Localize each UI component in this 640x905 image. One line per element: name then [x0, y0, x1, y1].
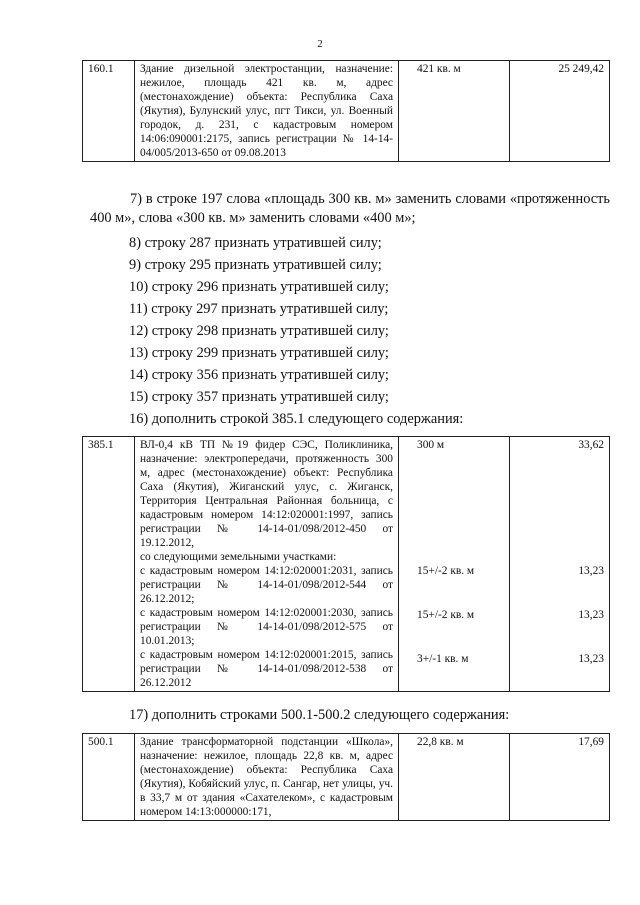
row-number: 160.1	[83, 61, 135, 162]
row-area	[399, 437, 510, 692]
sub-intro: со следующими земельными участками:	[140, 551, 337, 563]
sub-value-1: 13,23	[578, 565, 604, 577]
main-description: ВЛ-0,4 кВ ТП №19 фидер СЭС, Поликлиника, назначение: электропередачи, протяженность 300 м, адрес (местонахождение) объект: Республика Саха (Якутия), Жиганский улус, с. Жиганск, Территория Центральная Районная больница, с кадастровым номером 14:12:020001:1997, запись регистрации № 14-14-01/098/2012-450 от 19.12.2012,	[140, 439, 393, 549]
row-value: 17,69	[510, 734, 610, 821]
sub-value-2: 13,23	[578, 609, 604, 621]
main-area: 300 м	[417, 439, 445, 451]
table-row	[83, 61, 610, 162]
row-description: Здание трансформаторной подстанции «Школа», назначение: нежилое, площадь 22,8 кв. м, адрес (местонахождение) объекта: Республика Саха (Якутия), Кобяйский улус, п. Сангар, нет улицы, уч. в 33,7 м от здания «Сахателеком», с кадастровым номером 14:13:000000:171,	[135, 734, 399, 821]
sub-value-3: 13,23	[578, 653, 604, 665]
row-value: 25 249,42	[510, 61, 610, 162]
sub-description-3: с кадастровым номером 14:12:020001:2015, запись регистрации № 14-14-01/098/2012-538 от 26.12.2012	[140, 649, 393, 689]
amendment-item-13: 13) строку 299 признать утратившей силу;	[129, 345, 389, 361]
amendment-item-17: 17) дополнить строками 500.1-500.2 следующего содержания:	[129, 707, 510, 723]
amendment-item-15: 15) строку 357 признать утратившей силу;	[129, 389, 389, 405]
row-description: Здание дизельной электростанции, назначение: нежилое, площадь 421 кв. м, адрес (местонахождение) объекта: Республика Саха (Якутия), Булунский улус, пгт Тикси, ул. Военный городок, д. 231, с кадастровым номером 14:06:090001:2175, запись регистрации № 14-14-04/005/2013-650 от 09.08.2013	[135, 61, 399, 162]
table-row	[83, 734, 610, 821]
table-row-160-1	[82, 60, 610, 162]
row-description	[135, 437, 399, 692]
amendment-item-10: 10) строку 296 признать утратившей силу;	[129, 279, 389, 295]
sub-area-2: 15+/-2 кв. м	[417, 609, 475, 621]
amendment-item-14: 14) строку 356 признать утратившей силу;	[129, 367, 389, 383]
row-number: 500.1	[83, 734, 135, 821]
amendment-item-11: 11) строку 297 признать утратившей силу;	[129, 301, 389, 317]
row-area: 22,8 кв. м	[399, 734, 510, 821]
row-area: 421 кв. м	[399, 61, 510, 162]
row-number: 385.1	[83, 437, 135, 692]
page-number: 2	[317, 38, 323, 50]
amendment-item-7: 7) в строке 197 слова «площадь 300 кв. м» заменить словами «протяженность 400 м», слова «300 кв. м» заменить словами «400 м»;	[90, 191, 610, 226]
sub-area-3: 3+/-1 кв. м	[417, 653, 469, 665]
amendment-item-16: 16) дополнить строкой 385.1 следующего содержания:	[129, 411, 464, 427]
table-row	[83, 437, 610, 692]
row-value	[510, 437, 610, 692]
sub-description-2: с кадастровым номером 14:12:020001:2030, запись регистрации № 14-14-01/098/2012-575 от 10.01.2013;	[140, 607, 393, 647]
main-value: 33,62	[578, 439, 604, 451]
sub-area-1: 15+/-2 кв. м	[417, 565, 475, 577]
table-row-385-1	[82, 436, 610, 692]
table-row-500-1	[82, 733, 610, 821]
amendment-item-8: 8) строку 287 признать утратившей силу;	[129, 235, 382, 251]
amendment-item-12: 12) строку 298 признать утратившей силу;	[129, 323, 389, 339]
sub-description-1: с кадастровым номером 14:12:020001:2031, запись регистрации № 14-14-01/098/2012-544 от 26.12.2012;	[140, 565, 393, 605]
amendment-item-9: 9) строку 295 признать утратившей силу;	[129, 257, 382, 273]
